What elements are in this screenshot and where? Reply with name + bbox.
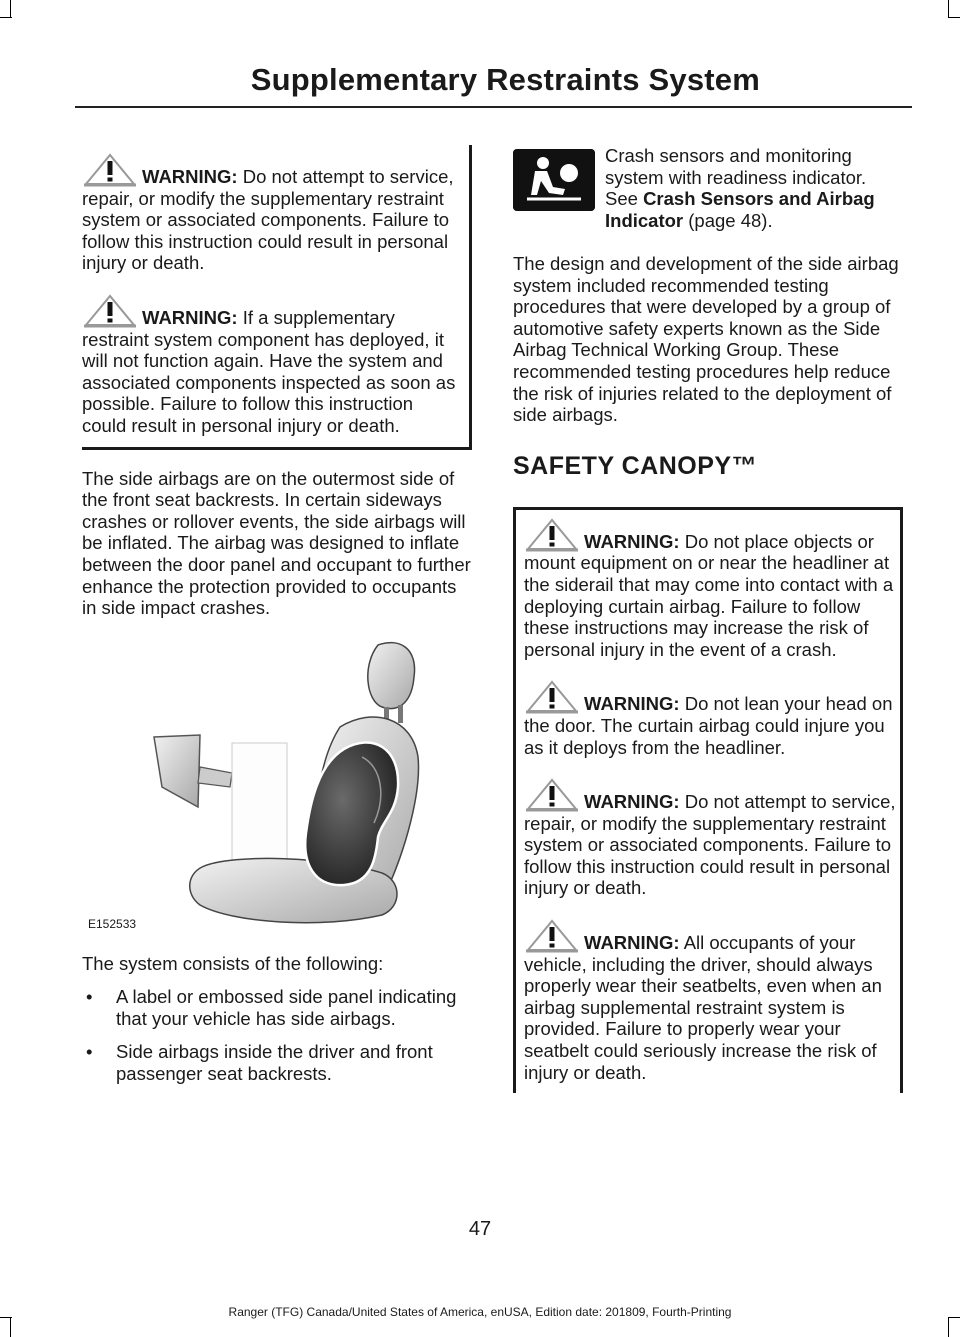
- warning: [82, 153, 461, 274]
- crop-mark: [0, 17, 12, 18]
- header-divider: [75, 106, 912, 108]
- readiness-indicator-note: [513, 145, 903, 235]
- crop-mark: [10, 0, 11, 18]
- warning-box: [513, 507, 903, 1093]
- design-paragraph: The design and development of the side airbag system included recommended testing procedures that were developed by a group of automotive safety experts known as the Side Airbag Technical Working Group. These recommended testing procedures help reduce the risk of injuries related to the deployment of side airbags.: [513, 253, 899, 426]
- indicator-text: Crash sensors and monitoring system with readiness indicator. See: [605, 145, 867, 210]
- warning-text: If a supplementary restraint system component has deployed, it will not function again. Have the system and associated components inspected as soon as possible. Failure to follow this instruction could result in personal injury or death.: [82, 306, 456, 436]
- component-list: [82, 986, 472, 1084]
- crop-mark: [10, 1317, 11, 1337]
- warning-triangle-icon: [82, 294, 138, 328]
- crop-mark: [948, 0, 949, 18]
- left-column: [82, 145, 472, 1097]
- warning-text: Do not place objects or mount equipment on or near the headliner at the siderail that may come into contact with a deploying curtain airbag. Failure to follow these instructions may increase the risk of personal injury in the event of a crash.: [524, 530, 894, 660]
- warning-box: [82, 145, 472, 450]
- warning-keyword: WARNING:: [142, 166, 238, 187]
- crop-mark: [948, 1317, 949, 1337]
- list-item: • Side airbags inside the driver and front passenger seat backrests.: [82, 1041, 472, 1084]
- warning-triangle-icon: [524, 518, 580, 552]
- warning: [524, 778, 898, 899]
- list-intro: The system consists of the following:: [82, 952, 384, 974]
- crash-sensors-link[interactable]: Crash Sensors and Airbag Indicator: [605, 188, 875, 231]
- seat-airbag-illustration: [82, 637, 472, 937]
- page-reference: (page 48).: [683, 209, 773, 231]
- warning: [82, 294, 461, 437]
- right-column: [513, 145, 903, 1111]
- airbag-indicator-icon: [513, 149, 595, 211]
- warning-triangle-icon: [524, 919, 580, 953]
- figure-code: E152533: [88, 916, 137, 931]
- warning-text: Do not lean your head on the door. The curtain airbag could injure you as it deploys from the headliner.: [524, 693, 893, 758]
- seat-airbag-image: [82, 637, 472, 937]
- page-title: Supplementary Restraints System: [250, 62, 760, 97]
- crop-mark: [948, 17, 960, 18]
- warning-text: Do not attempt to service, repair, or modify the supplementary restraint system or associated components. Failure to follow this instruction could result in personal injury or death.: [82, 166, 454, 274]
- warning-keyword: WARNING:: [584, 530, 680, 552]
- warning-text: Do not attempt to service, repair, or modify the supplementary restraint system or associated components. Failure to follow this instruction could result in personal injury or death.: [524, 791, 896, 899]
- side-airbag-paragraph: The side airbags are on the outermost side of the front seat backrests. In certain sideways crashes or rollover events, the side airbags will be inflated. The airbag was designed to inflate between the door panel and occupant to further enhance the protection provided to occupants in side impact crashes.: [82, 467, 471, 619]
- warning-triangle-icon: [524, 778, 580, 812]
- warning-triangle-icon: [82, 153, 138, 187]
- list-item: • A label or embossed side panel indicating that your vehicle has side airbags.: [82, 986, 472, 1029]
- warning-keyword: WARNING:: [584, 693, 680, 715]
- page-number: 47: [468, 1218, 492, 1240]
- warning-text: All occupants of your vehicle, including the driver, should always properly wear their seatbelts, even when an airbag supplemental restraint system is provided. Failure to properly wear your seatbelt could seriously increase the risk of injury or death.: [524, 932, 882, 1083]
- warning: [524, 680, 898, 758]
- warning-triangle-icon: [524, 680, 580, 714]
- warning-keyword: WARNING:: [142, 306, 238, 328]
- warning-keyword: WARNING:: [584, 932, 680, 954]
- warning: [524, 919, 898, 1083]
- footer-edition: Ranger (TFG) Canada/United States of America, enUSA, Edition date: 201809, Fourth-Printing: [228, 1305, 732, 1319]
- section-heading: SAFETY CANOPY™: [513, 451, 758, 480]
- warning-keyword: WARNING:: [584, 791, 680, 813]
- warning: [524, 518, 898, 661]
